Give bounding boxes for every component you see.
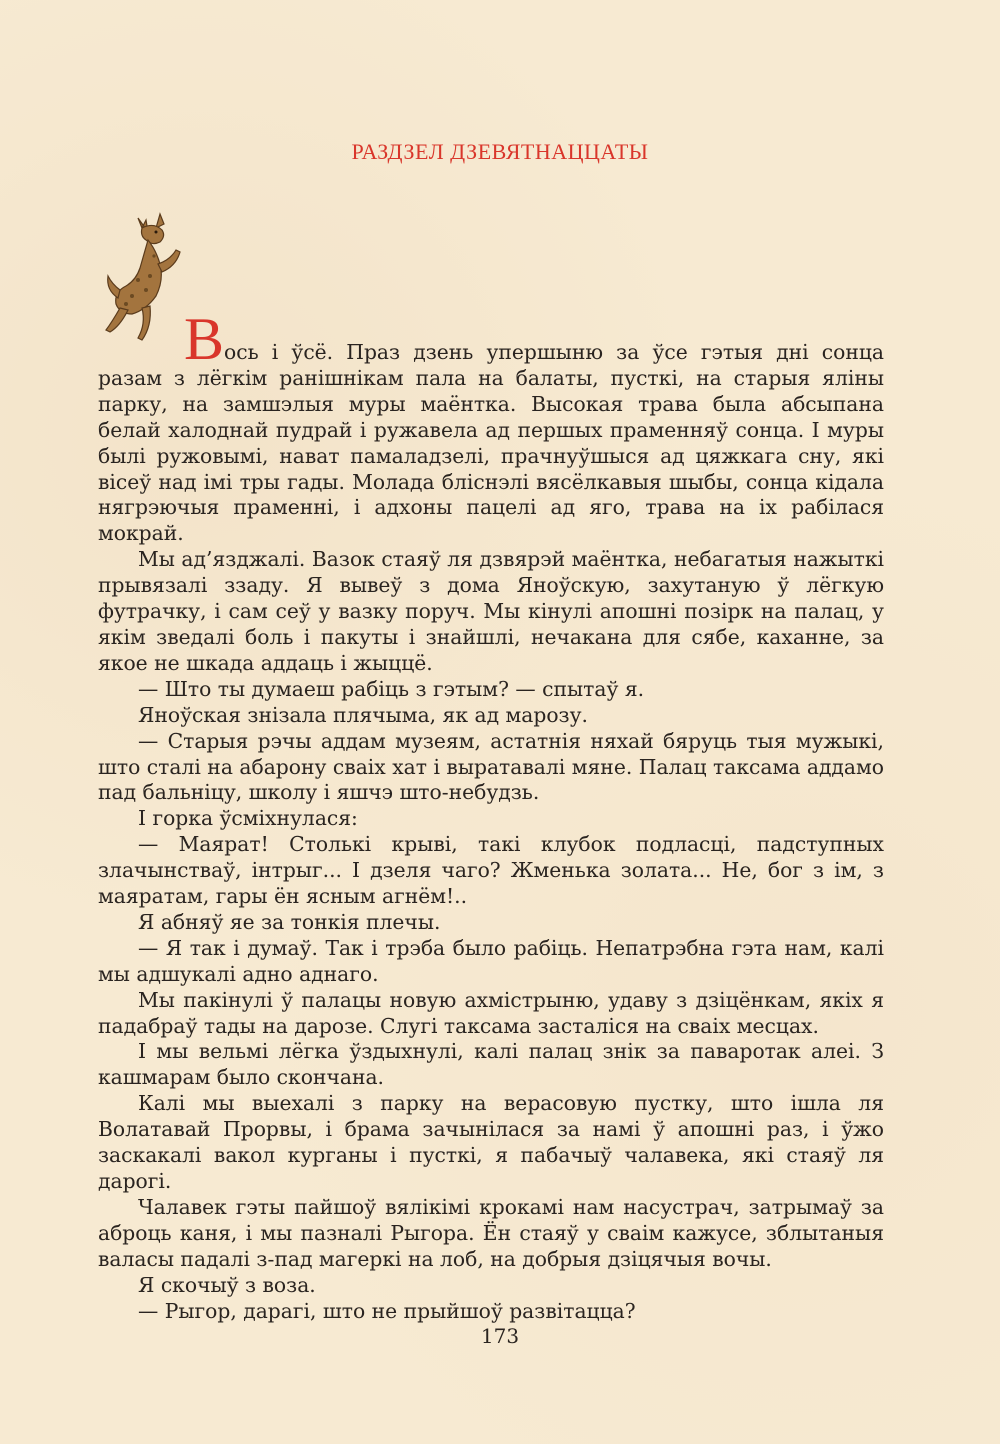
paragraph: Мы пакінулі ў палацы новую ахмістрыню, удаву з дзіцёнкам, якіх я падабраў тады на дарозе. Слугі таксама засталіся на сваіх месцах.	[98, 987, 884, 1038]
paragraph: — Старыя рэчы аддам музеям, астатнія няхай бяруць тыя мужыкі, што сталі на абарону сваіх хат і выратавалі мяне. Палац таксама аддамо пад бальніцу, школу і яшчэ што-небудзь.	[98, 728, 884, 805]
paragraph: Я скочыў з воза.	[138, 1272, 316, 1297]
paragraph: Мы ад’язджалі. Вазок стаяў ля дзвярэй маёнтка, небагатыя нажыткі прывязалі ззаду. Я вывеў з дома Яноўскую, захутаную ў лёгкую футрачку, і сам сеў у вазку поруч. Мы кінулі апошні позірк на палац, у якім зведалі боль і пакуты і знайшлі, нечакана для сябе, каханне, за якое не шкада аддаць і жыццё.	[98, 547, 884, 675]
paragraph: — Я так і думаў. Так і трэба было рабіць. Непатрэбна гэта нам, калі мы адшукалі адно аднаго.	[98, 935, 884, 986]
paragraph: — Што ты думаеш рабіць з гэтым? — спытаў я.	[138, 676, 645, 701]
paragraph-text: ось і ўсё. Праз дзень упершыню за ўсе гэтыя дні сонца разам з лёгкім ранішнікам пала на балаты, пусткі, на старыя яліны парку, на замшэлыя муры маёнтка. Высокая трава была абсыпана белай халоднай пудрай і ружавела ад першых праменняў сонца. І муры былі ружовымі, нават памаладзелі, прачнуўшыся ад цяжкага сну, які вісеў над імі тры гады. Молада бліснэлі вясёлкавыя шыбы, сонца кідала нягрэючыя праменні, і адхоны пацелі ад яго, трава на іх рабілася мокрай.	[98, 340, 884, 546]
page-number: 173	[480, 1324, 520, 1348]
drop-cap: В	[184, 306, 225, 372]
page-body	[98, 306, 884, 1324]
paragraph: Яноўская знізала плячыма, як ад марозу.	[138, 702, 589, 727]
paragraph: Чалавек гэты пайшоў вялікімі крокамі нам насустрач, затрымаў за аброць каня, і мы пазналі Рыгора. Ён стаяў у сваім кажусе, зблытаныя валасы падалі з-пад магеркі на лоб, на добрыя дзіцячыя вочы.	[98, 1194, 884, 1271]
paragraph: — Рыгор, дарагі, што не прыйшоў развітацца?	[138, 1298, 636, 1323]
paragraph: І мы вельмі лёгка ўздыхнулі, калі палац знік за паваротак алеі. З кашмарам было скончана.	[98, 1039, 884, 1090]
paragraph: — Маярат! Столькі крыві, такі клубок подласці, падступных злачынстваў, інтрыг... І дзеля чаго? Жменька золата... Не, бог з ім, з маяратам, гары ён ясным агнём!..	[98, 832, 884, 909]
chapter-title: РАЗДЗЕЛ ДЗЕВЯТНАЦЦАТЫ	[351, 139, 649, 164]
paragraph	[98, 306, 884, 547]
paragraph: І горка ўсміхнулася:	[138, 806, 358, 831]
paragraph: Я абняў яе за тонкія плечы.	[138, 909, 441, 934]
paragraph: Калі мы выехалі з парку на верасовую пустку, што ішла ля Волатавай Прорвы, і брама зачынілася за намі ў апошні раз, і ўжо заскакалі вакол курганы і пусткі, я пабачыў чалавека, які стаяў ля дарогі.	[98, 1091, 884, 1193]
